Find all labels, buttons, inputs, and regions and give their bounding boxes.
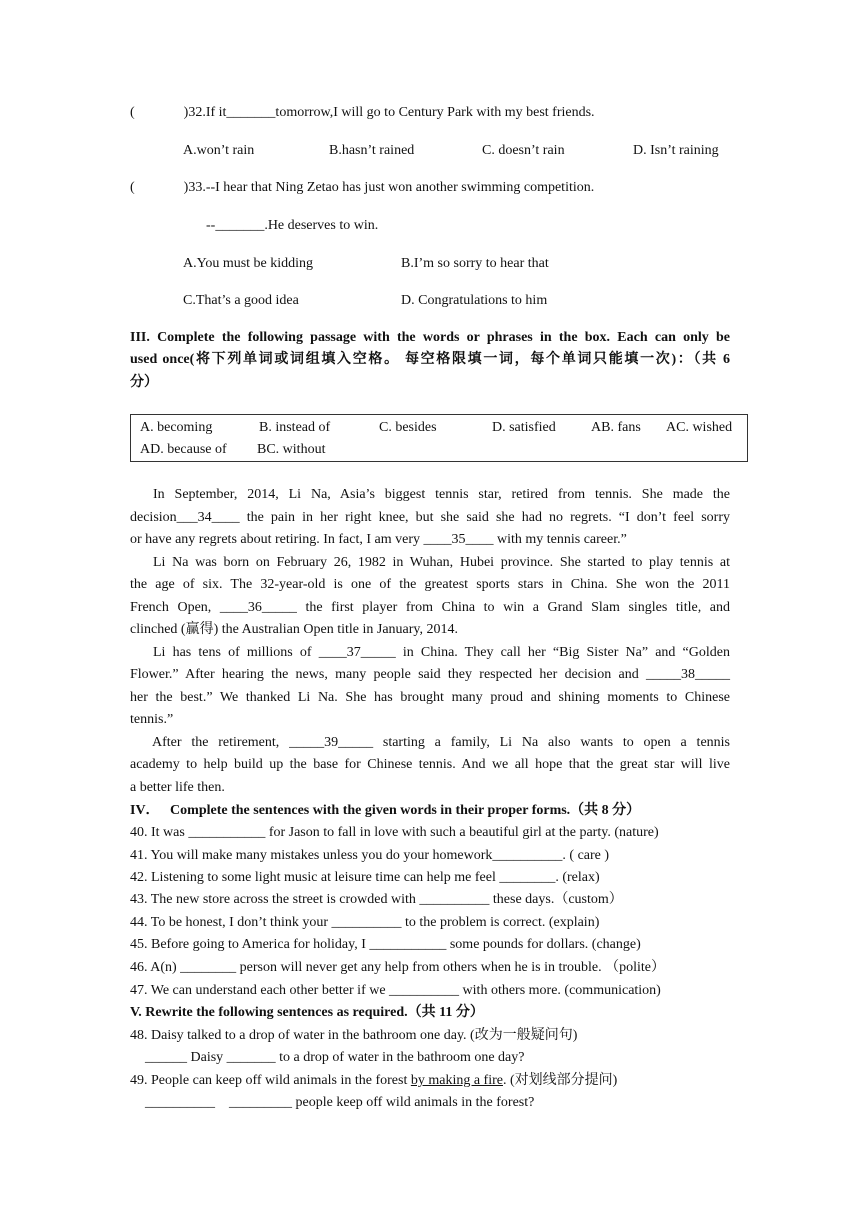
question-48: 48. Daisy talked to a drop of water in the bathroom one day. (改为一般疑问句)	[130, 1028, 578, 1043]
passage-line: In September, 2014, Li Na, Asia’s biggest tennis star, retired from tennis. She made the	[153, 487, 730, 502]
question-32-stem: ( )32.If it_______tomorrow,I will go to Century Park with my best friends.	[130, 105, 595, 120]
passage-line: Li has tens of millions of ____37_____ in China. They call her “Big Sister Na” and “Golden	[153, 645, 730, 660]
question-49-prefix: 49. People can keep off wild animals in the forest	[130, 1073, 411, 1088]
question-32-option-c: C. doesn’t rain	[482, 143, 565, 158]
passage-line: her the best.” We thanked Li Na. She has brought many proud and shining moments to Chinese	[130, 690, 730, 705]
question-33-option-b: B.I’m so sorry to hear that	[401, 256, 549, 271]
question-49-underlined-phrase: by making a fire	[410, 1073, 503, 1088]
word-box	[130, 414, 748, 462]
passage-line: French Open, ____36_____ the first player from China to win a Grand Slam singles title, and	[130, 600, 730, 615]
passage-line: the age of six. The 32-year-old is one of the greatest sports stars in China. She won the 2011	[130, 577, 730, 592]
word-option: AC. wished	[666, 420, 733, 435]
passage-line: Li Na was born on February 26, 1982 in Wuhan, Hubei province. She started to play tennis at	[153, 555, 730, 570]
section-5-heading: V. Rewrite the following sentences as required.（共 11 分）	[130, 1005, 484, 1020]
section-3-heading-line-2: used once(将下列单词或词组填入空格。 每空格限填一词，每个单词只能填一次)：（共 6	[130, 352, 730, 367]
word-option: AD. because of	[140, 442, 227, 457]
question-33-reply: --_______.He deserves to win.	[206, 218, 379, 233]
word-option: C. besides	[379, 420, 437, 435]
section-4-heading: IV． Complete the sentences with the given words in their proper forms.（共 8 分）	[130, 803, 641, 818]
exercise-item: 41. You will make many mistakes unless you do your homework__________. ( care )	[130, 848, 610, 863]
question-32-option-d: D. Isn’t raining	[633, 143, 719, 158]
passage-line: After the retirement, _____39_____ starting a family, Li Na also wants to open a tennis	[152, 735, 730, 750]
passage-line: Flower.” After hearing the news, many people said they respected her decision and _____38_____	[130, 667, 730, 682]
exercise-item: 46. A(n) ________ person will never get any help from others when he is in trouble. （polite）	[130, 960, 666, 975]
exercise-item: 45. Before going to America for holiday, I ___________ some pounds for dollars. (change)	[130, 937, 641, 952]
question-32-option-b: B.hasn’t rained	[329, 143, 415, 158]
question-33-option-d: D. Congratulations to him	[401, 293, 548, 308]
exercise-item: 47. We can understand each other better if we __________ with others more. (communication)	[130, 983, 661, 998]
passage-line: a better life then.	[130, 780, 225, 795]
word-option: B. instead of	[259, 420, 331, 435]
passage-line: decision___34____ the pain in her right knee, but she said she had no regrets. “I don’t feel sorry	[130, 510, 730, 525]
exercise-item: 44. To be honest, I don’t think your __________ to the problem is correct. (explain)	[130, 915, 600, 930]
passage-line: academy to help build up the base for Chinese tennis. And we all hope that the great star will live	[130, 757, 730, 772]
question-48-answer-line: ______ Daisy _______ to a drop of water in the bathroom one day?	[145, 1050, 525, 1065]
passage-line: clinched (赢得) the Australian Open title in January, 2014.	[130, 622, 459, 637]
question-33-option-a: A.You must be kidding	[183, 256, 314, 271]
question-33-stem: ( )33.--I hear that Ning Zetao has just won another swimming competition.	[130, 180, 595, 195]
section-3-heading-line-3: 分）	[130, 375, 158, 390]
word-option: D. satisfied	[492, 420, 556, 435]
exercise-item: 43. The new store across the street is crowded with __________ these days.（custom）	[130, 892, 623, 907]
question-49	[130, 1072, 617, 1090]
section-3-heading-line-1: III. Complete the following passage with the words or phrases in the box. Each can only be	[130, 330, 730, 345]
word-option: BC. without	[257, 442, 326, 457]
exercise-item: 40. It was ___________ for Jason to fall in love with such a beautiful girl at the party. (nature)	[130, 825, 659, 840]
question-33-option-c: C.That’s a good idea	[183, 293, 299, 308]
passage-line: or have any regrets about retiring. In fact, I am very ____35____ with my tennis career.”	[130, 532, 627, 547]
word-option: A. becoming	[140, 420, 213, 435]
question-49-answer-line: __________ _________ people keep off wild animals in the forest?	[145, 1095, 535, 1110]
exercise-item: 42. Listening to some light music at leisure time can help me feel ________. (relax)	[130, 870, 600, 885]
question-32-option-a: A.won’t rain	[183, 143, 255, 158]
question-49-suffix: . (对划线部分提问)	[502, 1073, 618, 1088]
word-option: AB. fans	[591, 420, 641, 435]
passage-line: tennis.”	[130, 712, 174, 727]
